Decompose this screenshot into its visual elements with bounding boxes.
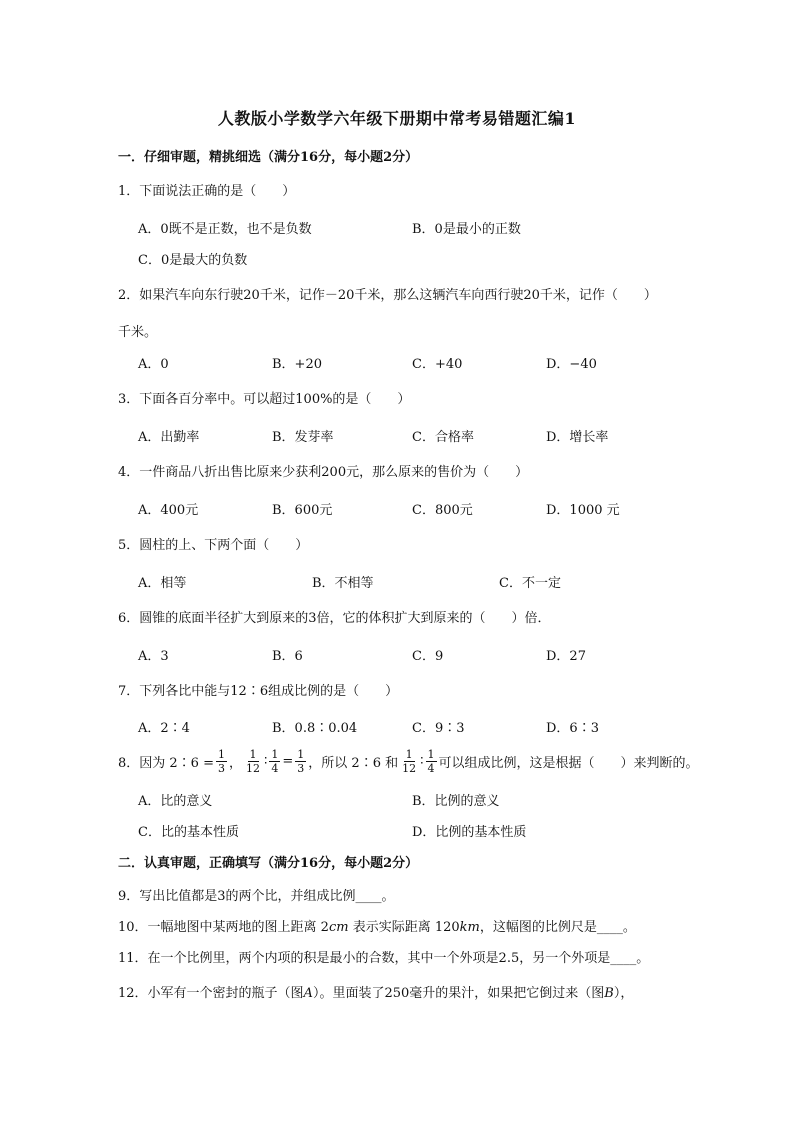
question-2-option-c: C．+40: [412, 357, 463, 372]
page-title: 人教版小学数学六年级下册期中常考易错题汇编1: [217, 109, 577, 128]
question-7-option-b: B．0.8∶0.04: [272, 721, 358, 736]
q8-text-2: ，: [228, 755, 242, 771]
q8-text-3: ∶: [264, 753, 268, 769]
fraction-6: $\frac{1}{4}$: [427, 747, 435, 775]
question-7-option-c: C．9∶3: [412, 721, 465, 736]
question-4-option-c: C．800元: [412, 503, 473, 518]
question-4-option-b: B．600元: [272, 503, 333, 518]
question-2-option-b: B．+20: [272, 357, 322, 372]
question-3-stem: 3．下面各百分率中。可以超过100%的是（ ）: [118, 392, 411, 407]
section-2-heading: 二．认真审题，正确填写（满分16分，每小题2分）: [118, 856, 419, 871]
question-10-stem: 10．一幅地图中某两地的图上距离 2cm 表示实际距离 120km，这幅图的比例尺是____。: [118, 920, 636, 935]
question-5-stem: 5．圆柱的上、下两个面（ ）: [118, 538, 309, 553]
question-1-option-c: C．0是最大的负数: [138, 253, 248, 268]
question-4-stem: 4．一件商品八折出售比原来少获利200元，那么原来的售价为（ ）: [118, 465, 529, 480]
question-8-option-b: B．比例的意义: [412, 794, 500, 809]
question-8-option-c: C．比的基本性质: [138, 825, 239, 840]
question-2-stem: 2．如果汽车向东行驶20千米，记作－20千米，那么这辆汽车向西行驶20千米，记作（ ）: [118, 288, 657, 303]
q8-text-4: =: [282, 753, 294, 769]
question-3-option-d: D．增长率: [546, 430, 609, 445]
question-2-option-d: D．−40: [546, 357, 597, 372]
question-6-option-d: D．27: [546, 649, 586, 664]
question-6-option-c: C．9: [412, 649, 444, 664]
question-5-option-c: C．不一定: [499, 576, 561, 591]
question-1-option-b: B．0是最小的正数: [412, 222, 521, 237]
question-8-stem: [118, 746, 699, 776]
question-3-option-b: B．发芽率: [272, 430, 334, 445]
fraction-5: $\frac{1}{12}$: [402, 747, 417, 775]
fraction-4: $\frac{1}{3}$: [297, 747, 305, 775]
fraction-1: $\frac{1}{3}$: [217, 747, 225, 775]
question-9-stem: 9．写出比值都是3的两个比，并组成比例____。: [118, 889, 395, 904]
question-7-option-d: D．6∶3: [546, 721, 599, 736]
question-1-option-a: A．0既不是正数，也不是负数: [138, 222, 312, 237]
question-5-option-a: A．相等: [138, 576, 187, 591]
q8-text-5: ，所以 2∶6 和: [308, 755, 399, 771]
q8-text-7: 可以组成比例，这是根据（ ）来判断的。: [438, 755, 699, 771]
question-3-option-a: A．出勤率: [138, 430, 200, 445]
question-3-option-c: C．合格率: [412, 430, 474, 445]
question-5-option-b: B．不相等: [312, 576, 374, 591]
question-6-option-a: A．3: [138, 649, 169, 664]
question-6-option-b: B．6: [272, 649, 303, 664]
question-6-stem: 6．圆锥的底面半径扩大到原来的3倍，它的体积扩大到原来的（ ）倍．: [118, 611, 551, 626]
fraction-3: $\frac{1}{4}$: [271, 747, 279, 775]
question-4-option-a: A．400元: [138, 503, 199, 518]
question-4-option-d: D．1000 元: [546, 503, 620, 518]
question-7-option-a: A．2∶4: [138, 721, 190, 736]
question-2-option-a: A．0: [138, 357, 169, 372]
fraction-2: $\frac{1}{12}$: [246, 747, 260, 775]
question-11-stem: 11．在一个比例里，两个内项的积是最小的合数，其中一个外项是2.5，另一个外项是____。: [118, 951, 650, 966]
question-12-stem: 12．小军有一个密封的瓶子（图A）。里面装了250毫升的果汁，如果把它倒过来（图B），: [118, 986, 634, 1001]
q8-text-1: 8．因为 2∶6 =: [118, 755, 214, 771]
section-1-heading: 一．仔细审题，精挑细选（满分16分，每小题2分）: [118, 150, 419, 165]
question-1-stem: 1．下面说法正确的是（ ）: [118, 184, 296, 199]
question-8-option-a: A．比的意义: [138, 794, 213, 809]
question-8-option-d: D．比例的基本性质: [412, 825, 527, 840]
q8-text-6: ∶: [420, 753, 424, 769]
question-7-stem: 7．下列各比中能与12∶6组成比例的是（ ）: [118, 684, 399, 699]
question-2-stem-continued: 千米。: [118, 325, 158, 340]
